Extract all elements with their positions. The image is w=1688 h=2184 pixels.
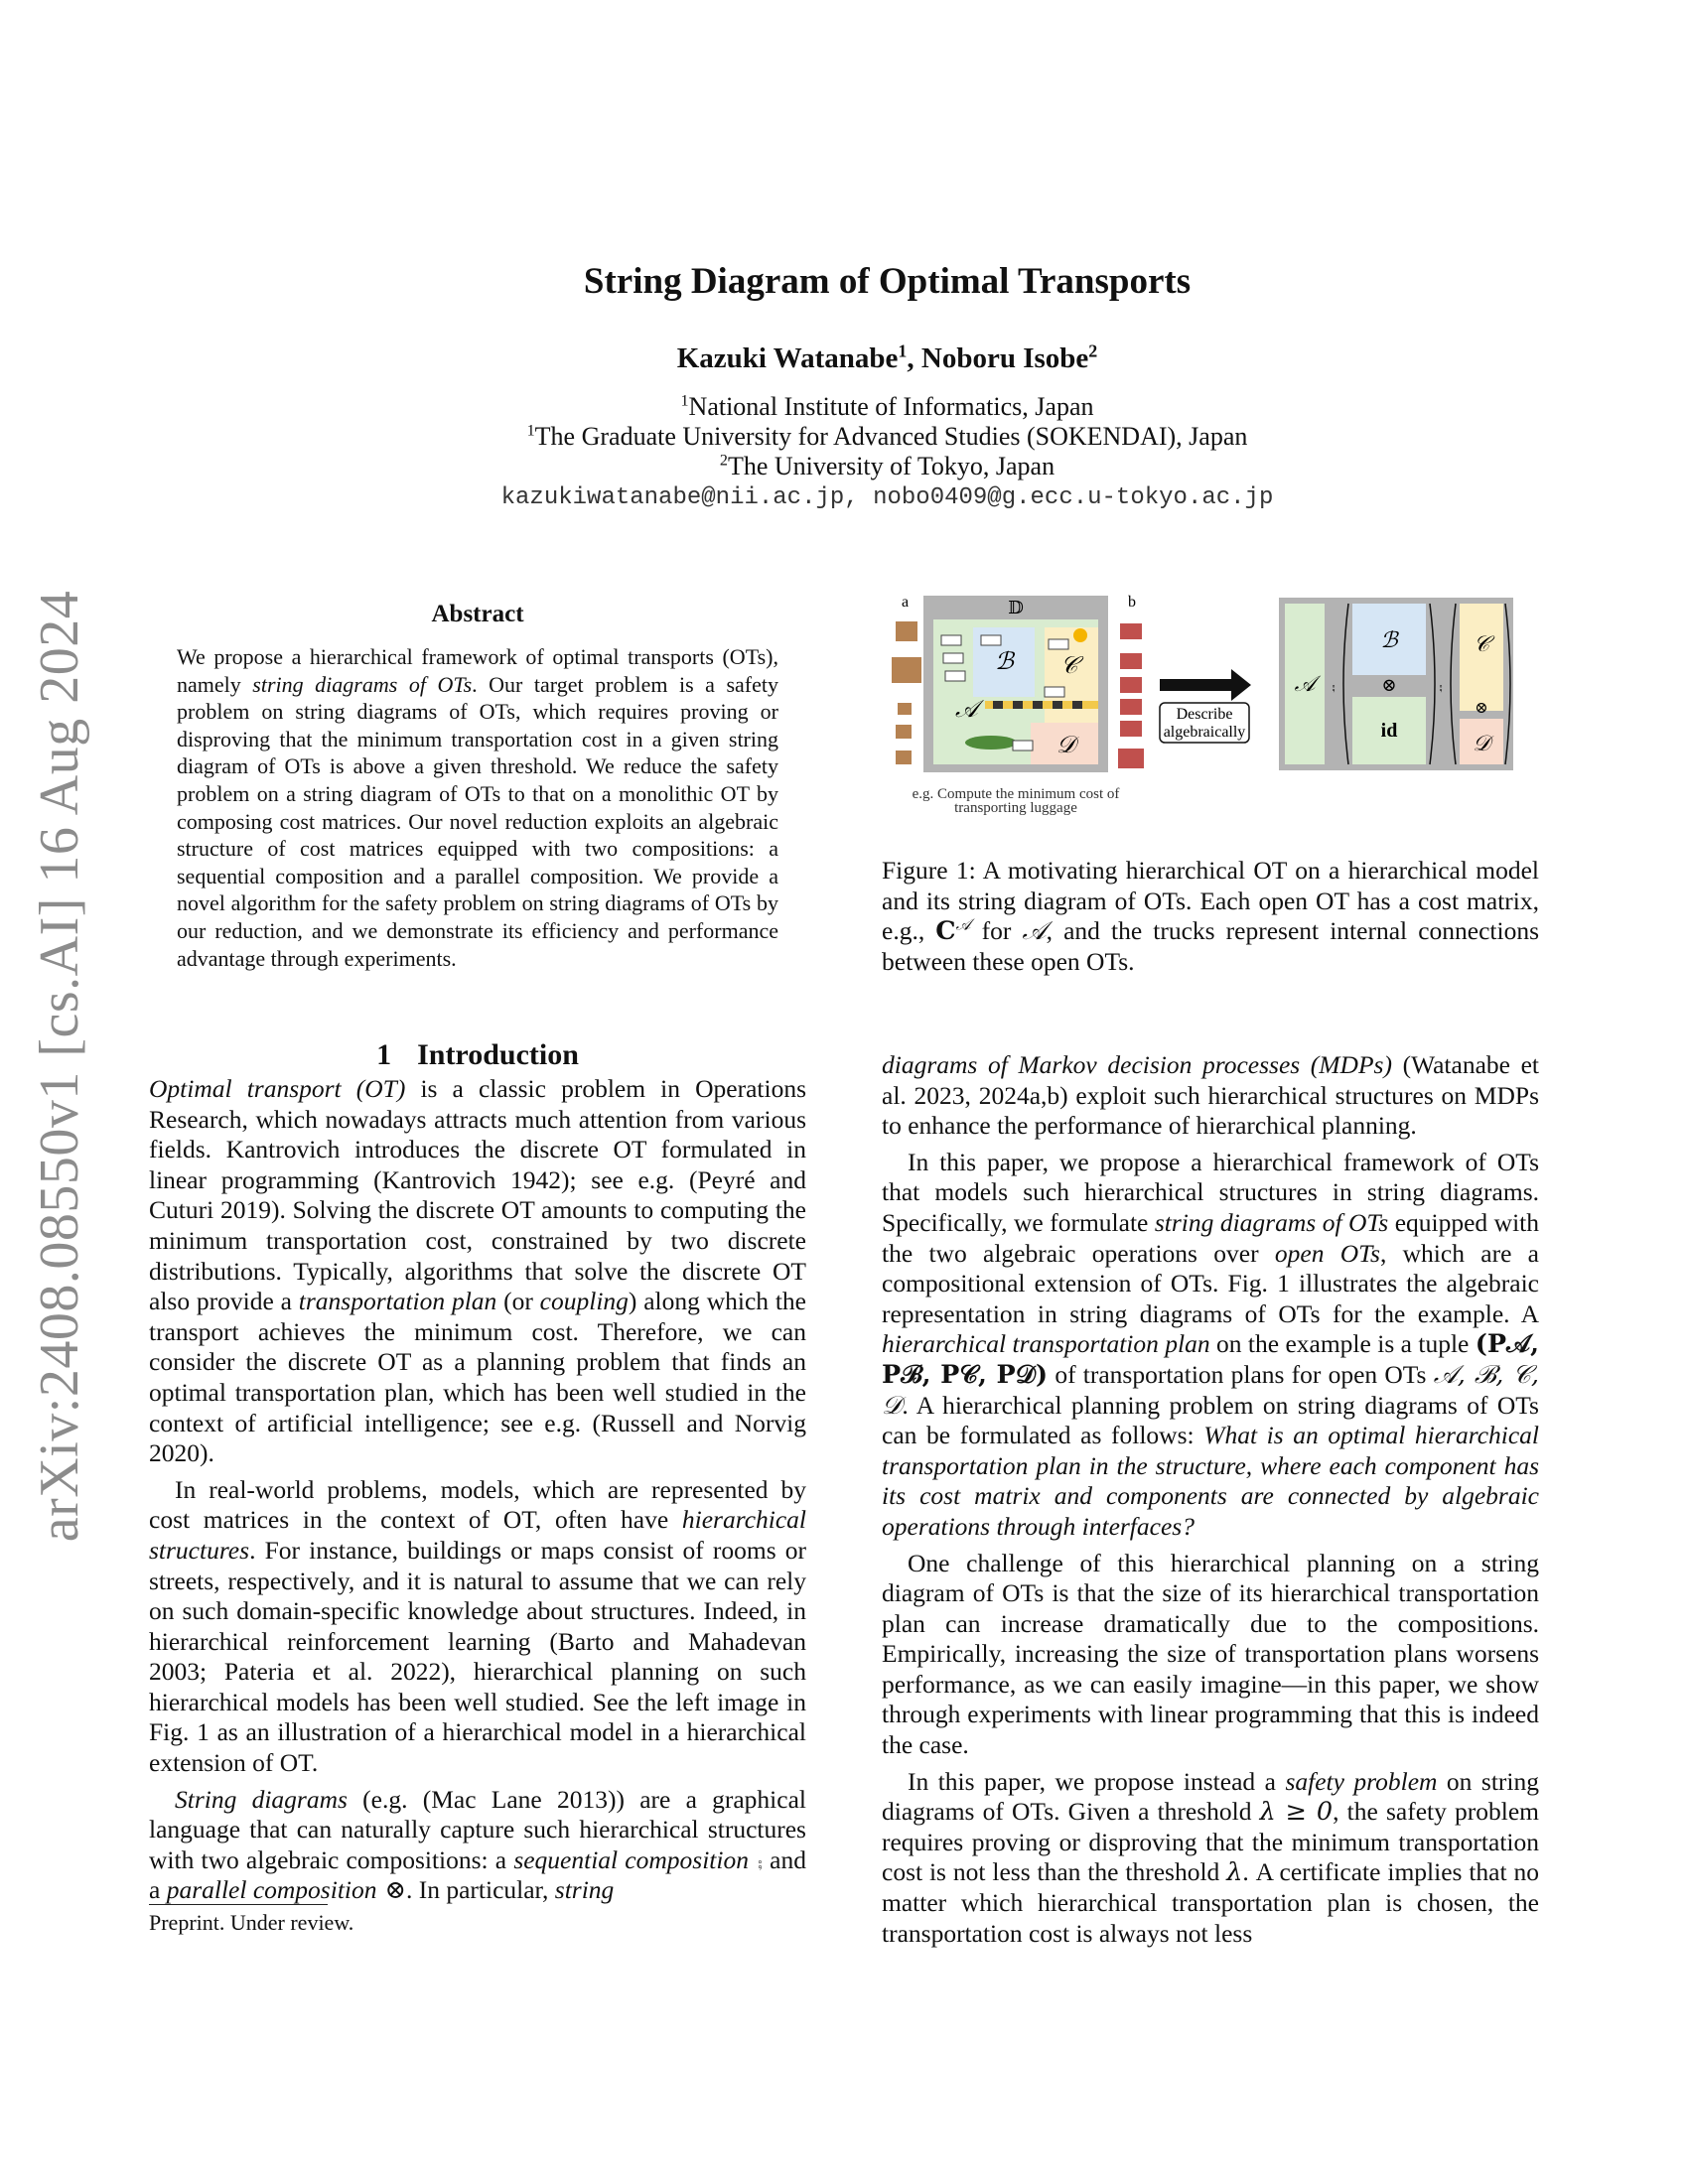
caption-text: for xyxy=(970,916,1023,946)
text: ) along which the transport achieves the minimum cost. Therefore, we can consider the discrete OT as a planning problem that finds an optimal transportation plan, which has been well studied in the context of artificial intelligence; see e.g. (Russell and Norvig 2020). xyxy=(149,1287,807,1468)
paper-title: String Diagram of Optimal Transports xyxy=(583,261,1192,302)
text: equipped with the two algebraic operations over xyxy=(882,1207,1539,1268)
abstract-text: We propose a hierarchical framework of optimal transports (OTs), namely xyxy=(177,644,778,697)
abstract-body xyxy=(177,643,778,972)
subfigure-caption: transporting luggage xyxy=(954,800,1077,816)
math-sets: 𝒜, ℬ, 𝒞, 𝒟 xyxy=(882,1359,1540,1421)
seq-operator-icon: ⨾ xyxy=(1332,675,1336,696)
text: and a xyxy=(149,1844,806,1905)
house-icon xyxy=(1120,677,1142,693)
author-separator: , xyxy=(907,342,921,374)
paragraph xyxy=(149,1074,806,1469)
section-heading xyxy=(149,1038,806,1072)
emphasis: What is an optimal hierarchical transportation plan in the structure, where each component has its cost matrix and components are connected by algebraic operations through interfaces? xyxy=(882,1421,1539,1541)
paragraph: One challenge of this hierarchical planning on a string diagram of OTs is that the size of its hierarchical transportation plan can increase dramatically due to the compositions. Empirically, increasing the size of transportation plans worsens performance, as we can easily imagine—in this paper, we show through experiments with linear programming that this is indeed the case. xyxy=(882,1548,1539,1760)
text: , the safety problem requires proving or disproving that the minimum transportation cost is not less than the threshold xyxy=(882,1797,1539,1887)
label-C: 𝒞 xyxy=(1060,651,1078,679)
arrow-shaft xyxy=(1160,679,1233,691)
emphasis: String diagrams xyxy=(175,1784,348,1814)
caption-text: , and the trucks represent internal connections between these open OTs. xyxy=(882,916,1539,976)
barrier-stripe xyxy=(1072,701,1082,709)
truck-icon xyxy=(981,635,1001,645)
par-operator-icon: ⊗ xyxy=(1475,698,1488,717)
footnote-rule xyxy=(149,1904,328,1905)
emphasis: parallel composition xyxy=(166,1875,377,1905)
math-inline: λ ≥ 0 xyxy=(1259,1797,1334,1828)
text: , which are a compositional extension of OTs. Fig. 1 illustrates the algebraic representation in string diagrams of OTs for the example. A xyxy=(882,1238,1540,1328)
text: on the example is a tuple xyxy=(1209,1329,1476,1359)
section-title: Introduction xyxy=(417,1038,579,1071)
footnote: Preprint. Under review. xyxy=(149,1910,354,1935)
affiliation xyxy=(0,452,1688,481)
truck-icon xyxy=(1013,741,1033,751)
paragraph xyxy=(882,1050,1539,1142)
par-operator-icon: ⊗ xyxy=(1381,675,1397,696)
author-affil-mark: 2 xyxy=(1088,341,1098,361)
text: is a classic problem in Operations Research, which nowadays attracts much attention from various fields. Kantrovich introduces the discrete OT formulated in linear programming (Kantrovich 1942); see e.g. (Peyré and Cuturi 2019). Solving the discrete OT amounts to computing the minimum transportation cost, constrained by two discrete distributions. Typically, algorithms that solve the discrete OT also provide a xyxy=(149,1074,806,1316)
truck-icon xyxy=(1049,639,1068,649)
paragraph xyxy=(149,1785,806,1906)
diagram-box-C xyxy=(1460,604,1503,711)
affil-mark: 2 xyxy=(719,452,728,470)
emphasis: transportation plan xyxy=(298,1287,497,1316)
barrier-stripe xyxy=(1053,701,1062,709)
paragraph xyxy=(149,1475,806,1779)
figure-caption xyxy=(882,856,1539,977)
author-name: Noboru Isobe xyxy=(920,342,1089,374)
text: In real-world problems, models, which are represented by cost matrices in the context of OT, often have xyxy=(149,1474,806,1535)
affil-text: National Institute of Informatics, Japan xyxy=(688,392,1094,421)
arxiv-sidebar xyxy=(20,578,99,1555)
emphasis: hierarchical transportation plan xyxy=(882,1329,1210,1359)
house-icon xyxy=(1120,699,1142,715)
caption-math-sup: 𝒜 xyxy=(955,914,971,934)
truck-icon xyxy=(941,635,961,645)
abstract-heading: Abstract xyxy=(431,601,524,627)
paragraph xyxy=(882,1767,1539,1950)
box-icon xyxy=(896,725,912,739)
text: In this paper, we propose a hierarchical framework of OTs that models such hierarchical structures in string diagrams. Specifically, we formulate xyxy=(882,1147,1539,1237)
affiliation xyxy=(0,392,1688,422)
diagram-label-D: 𝒟 xyxy=(1473,732,1490,756)
emphasis: sequential composition xyxy=(513,1844,749,1874)
caption-math: 𝒜 xyxy=(1022,916,1047,947)
emphasis: string diagrams of OTs xyxy=(1154,1207,1389,1237)
sun-icon xyxy=(1073,628,1087,642)
label-D: 𝒟 xyxy=(1056,731,1076,758)
house-icon xyxy=(1120,653,1142,669)
subfigure-caption: e.g. Compute the minimum cost of xyxy=(912,786,1120,802)
affil-text: The Graduate University for Advanced Studies (SOKENDAI), Japan xyxy=(534,422,1248,451)
emphasis: Optimal transport (OT) xyxy=(149,1074,406,1103)
text: In this paper, we propose instead a xyxy=(908,1766,1286,1796)
par-operator: ⊗ xyxy=(376,1875,406,1906)
barrier-stripe xyxy=(1013,701,1023,709)
seq-operator: ⨾ xyxy=(748,1844,763,1875)
math-tuple: (P𝒜, Pℬ, P𝒞, P𝒟) xyxy=(882,1329,1539,1390)
bush-icon xyxy=(965,736,1017,750)
abstract-emphasis: string diagrams of OTs xyxy=(252,671,473,697)
house-icon xyxy=(1118,749,1144,768)
label-B: ℬ xyxy=(995,647,1014,675)
text: (e.g. (Mac Lane 2013)) are a graphical language that can naturally capture such hierarchical structures with two algebraic compositions: a xyxy=(149,1784,806,1874)
author-list xyxy=(0,342,1688,375)
paragraph xyxy=(882,1148,1539,1543)
emphasis: coupling xyxy=(539,1287,629,1316)
text: on string diagrams of OTs. Given a threshold xyxy=(882,1766,1539,1827)
caption-math: C xyxy=(935,916,956,947)
describe-text: Describe xyxy=(1176,706,1233,723)
emphasis: diagrams of Markov decision processes (MDPs) xyxy=(882,1050,1392,1079)
label-A: 𝒜 xyxy=(955,695,978,723)
text: of transportation plans for open OTs xyxy=(1048,1359,1434,1389)
diagram-label-A: 𝒜 xyxy=(1294,672,1316,697)
box-icon xyxy=(898,703,912,715)
diagram-label-id: id xyxy=(1380,720,1398,742)
right-column-text xyxy=(882,1050,1539,1949)
math-inline: λ xyxy=(1226,1857,1243,1888)
label-D-outer: 𝔻 xyxy=(1008,598,1024,618)
author-affil-mark: 1 xyxy=(898,341,908,361)
describe-text: algebraically xyxy=(1163,724,1246,741)
box-icon xyxy=(892,657,921,683)
box-icon xyxy=(896,751,912,764)
affil-mark: 1 xyxy=(526,422,535,440)
label-b: b xyxy=(1128,594,1136,611)
arrow-right-icon xyxy=(1231,669,1251,701)
section-number: 1 xyxy=(376,1038,392,1071)
diagram-label-B: ℬ xyxy=(1380,628,1398,653)
text: . For instance, buildings or maps consist of rooms or streets, respectively, and it is natural to assume that we can rely on such domain-specific knowledge about structures. Indeed, in hierarchical reinforcement learning (Barto and Mahadevan 2003; Pateria et al. 2022), hierarchical planning on such hierarchical models has been well studied. See the left image in Fig. 1 as an illustration of a hierarchical model in a hierarchical extension of OT. xyxy=(149,1535,806,1778)
affil-mark: 1 xyxy=(680,392,689,410)
text: (or xyxy=(496,1287,540,1316)
barrier-stripe xyxy=(993,701,1003,709)
caption-text: Figure 1: A motivating hierarchical OT on a hierarchical model and its string diagram of OTs. Each open OT has a cost matrix, e.g., xyxy=(882,856,1539,946)
affil-text: The University of Tokyo, Japan xyxy=(727,452,1055,480)
house-icon xyxy=(1120,721,1142,737)
author-name: Kazuki Watanabe xyxy=(676,342,899,374)
house-icon xyxy=(1120,623,1142,639)
emphasis: open OTs xyxy=(1274,1238,1380,1268)
abstract-text: . Our target problem is a safety problem on string diagrams of OTs, which requires proving or disproving that the minimum transportation cost in a given string diagram of OTs is above a given threshold. We reduce the safety problem on a string diagram of OTs to that on a monolithic OT by composing cost matrices. Our novel reduction exploits an algebraic structure of cost matrices equipped with two compositions: a sequential composition and a parallel composition. We provide a novel algorithm for the safety problem on string diagrams of OTs by our reduction, and we demonstrate its efficiency and performance advantage through experiments. xyxy=(177,671,778,971)
text: . A certificate implies that no matter which hierarchical transportation plan is chosen, the transportation cost is always not less xyxy=(882,1857,1539,1948)
left-column-text xyxy=(149,1074,806,1906)
affiliation xyxy=(0,422,1688,452)
arxiv-id: arXiv:2408.08550v1 [cs.AI] 16 Aug 2024 xyxy=(29,590,90,1543)
author-emails: kazukiwatanabe@nii.ac.jp, nobo0409@g.ecc.u-tokyo.ac.jp xyxy=(500,484,1274,511)
barrier-stripe xyxy=(1033,701,1043,709)
truck-icon xyxy=(943,653,963,663)
emphasis: hierarchical structures xyxy=(149,1505,806,1565)
truck-icon xyxy=(945,671,965,681)
label-a: a xyxy=(902,594,910,611)
box-icon xyxy=(896,621,917,641)
text: . A hierarchical planning problem on string diagrams of OTs can be formulated as follows: xyxy=(882,1390,1539,1450)
emphasis: string xyxy=(554,1875,615,1905)
emphasis: safety problem xyxy=(1285,1766,1438,1796)
text: (Watanabe et al. 2023, 2024a,b) exploit such hierarchical structures on MDPs to enhance the performance of hierarchical planning. xyxy=(882,1050,1539,1141)
truck-icon xyxy=(1045,687,1064,697)
diagram-label-C: 𝒞 xyxy=(1473,632,1490,657)
figure-1 xyxy=(882,592,1539,830)
seq-operator-icon: ⨾ xyxy=(1439,675,1443,696)
text: . In particular, xyxy=(405,1875,555,1905)
